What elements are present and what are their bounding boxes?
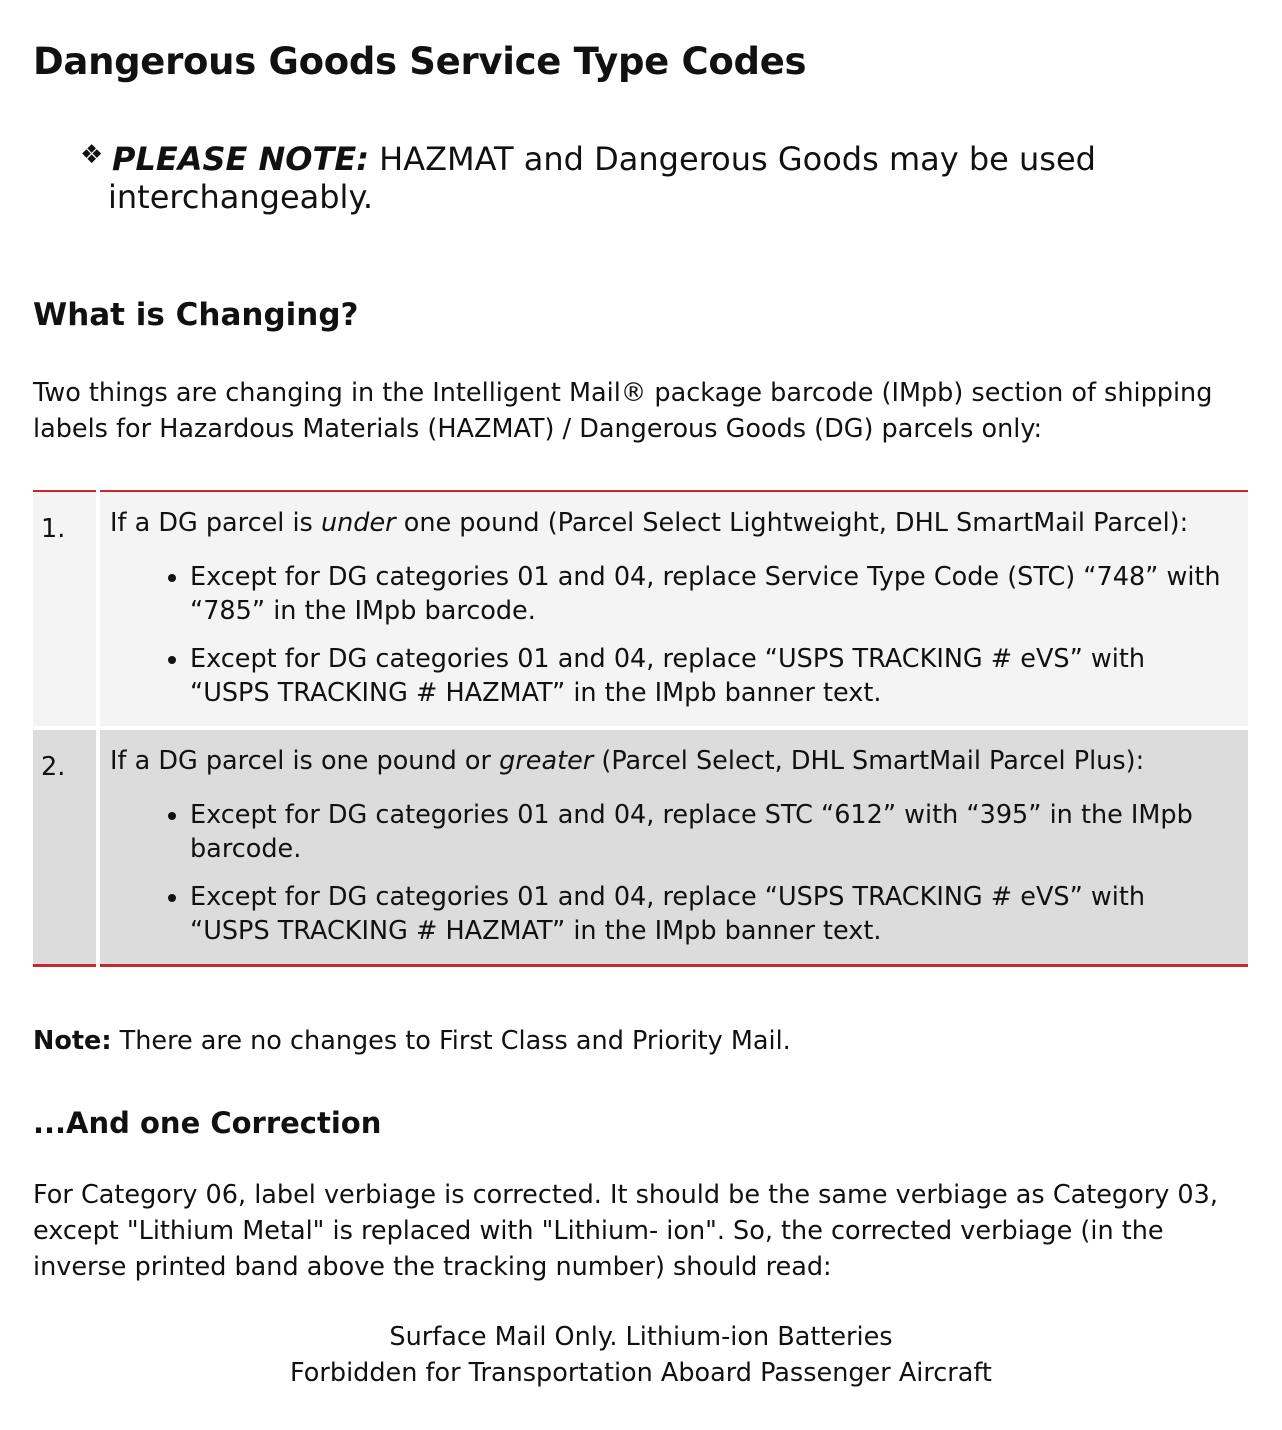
- page-title: Dangerous Goods Service Type Codes: [33, 40, 807, 83]
- verbiage-line: Forbidden for Transportation Aboard Passenger Aircraft: [290, 1358, 992, 1388]
- lead-text: If a DG parcel is: [110, 508, 321, 538]
- row-lead: [110, 506, 1228, 540]
- verbiage-line: Surface Mail Only. Lithium-ion Batteries: [389, 1322, 893, 1352]
- row-lead: [110, 744, 1228, 778]
- changes-table: [33, 490, 1248, 967]
- please-note: [80, 140, 1180, 216]
- note-text: There are no changes to First Class and Priority Mail.: [111, 1026, 791, 1056]
- note-text-cont: interchangeably.: [108, 178, 373, 216]
- note-label: PLEASE NOTE:: [112, 140, 369, 178]
- list-item: • Except for DG categories 01 and 04, replace STC “612” with “395” in the IMpb barcode.: [190, 798, 1228, 866]
- section-heading-changing: What is Changing?: [33, 297, 359, 333]
- lead-text: If a DG parcel is one pound or: [110, 746, 500, 776]
- lead-emphasis: under: [320, 508, 396, 538]
- section-heading-correction: ...And one Correction: [33, 1106, 382, 1140]
- list-item: • Except for DG categories 01 and 04, replace Service Type Code (STC) “748” with “785” in the IMpb barcode.: [190, 560, 1228, 628]
- lead-emphasis: greater: [499, 746, 594, 776]
- table-row: [33, 728, 1248, 966]
- no-changes-note: [33, 1023, 1243, 1059]
- table-row: [33, 491, 1248, 728]
- row-number: 2.: [33, 728, 98, 966]
- bullet-list: [110, 560, 1228, 710]
- correction-paragraph: For Category 06, label verbiage is corrected. It should be the same verbiage as Category 03, except "Lithium Metal" is replaced with "Lithium- ion". So, the corrected verbiage (in the inverse printed band above the tracking number) should read:: [33, 1180, 1218, 1282]
- bullet-list: [110, 798, 1228, 948]
- row-number: 1.: [33, 491, 98, 728]
- note-label: Note:: [33, 1026, 112, 1056]
- note-text: HAZMAT and Dangerous Goods may be used: [368, 140, 1096, 178]
- intro-paragraph: Two things are changing in the Intelligent Mail® package barcode (IMpb) section of shipping labels for Hazardous Materials (HAZMAT) / Dangerous Goods (DG) parcels only:: [33, 378, 1213, 444]
- lead-text: (Parcel Select, DHL SmartMail Parcel Plus):: [593, 746, 1145, 776]
- four-diamonds-icon: ❖: [80, 140, 104, 170]
- list-item: • Except for DG categories 01 and 04, replace “USPS TRACKING # eVS” with “USPS TRACKING # HAZMAT” in the IMpb banner text.: [190, 880, 1228, 948]
- lead-text: one pound (Parcel Select Lightweight, DHL SmartMail Parcel):: [395, 508, 1189, 538]
- list-item: • Except for DG categories 01 and 04, replace “USPS TRACKING # eVS” with “USPS TRACKING # HAZMAT” in the IMpb banner text.: [190, 642, 1228, 710]
